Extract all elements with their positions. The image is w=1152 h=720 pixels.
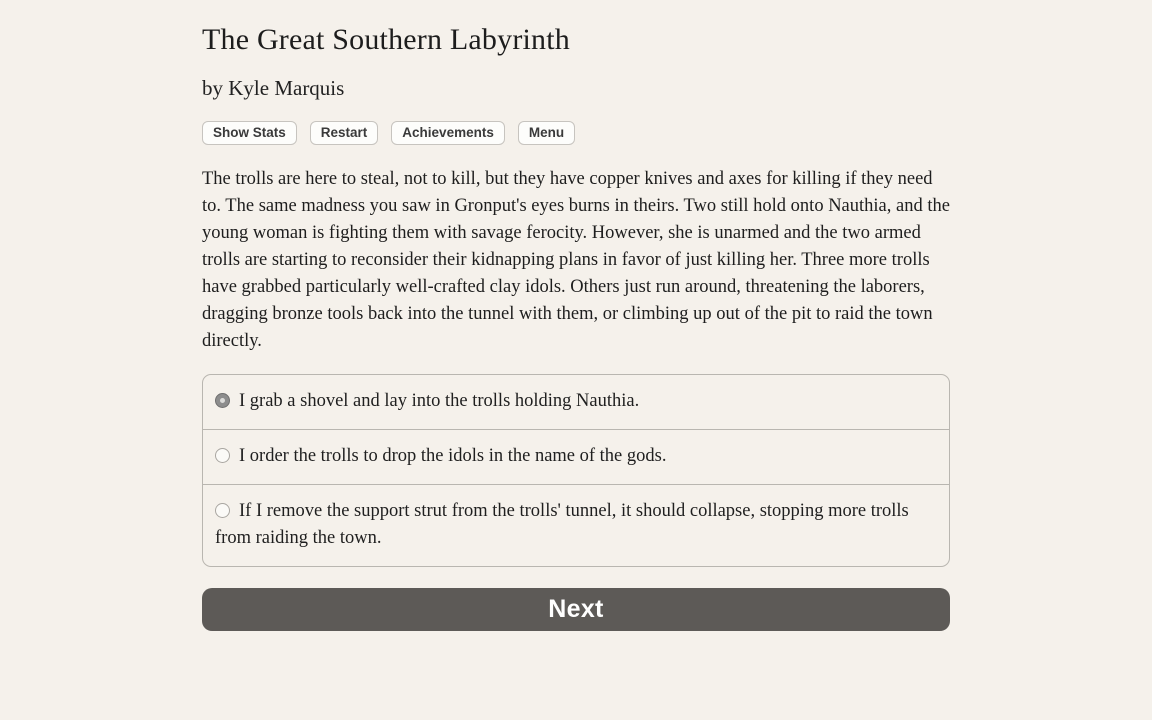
show-stats-button[interactable]: Show Stats	[202, 121, 297, 145]
choice-option-label: If I remove the support strut from the trolls' tunnel, it should collapse, stopping more trolls from raiding the town.	[215, 501, 909, 548]
choice-option[interactable]	[203, 375, 949, 429]
radio-button[interactable]	[215, 503, 230, 518]
page-title: The Great Southern Labyrinth	[202, 23, 570, 56]
story-paragraph: The trolls are here to steal, not to kill, but they have copper knives and axes for killing if they need to. The same madness you saw in Gronput's eyes burns in theirs. Two still hold onto Nauthia, and the young woman is fighting them with savage ferocity. However, she is unarmed and the two armed trolls are starting to reconsider their kidnapping plans in favor of just killing her. Three more trolls have grabbed particularly well-crafted clay idols. Others just run around, threatening the laborers, dragging bronze tools back into the tunnel with them, or climbing up out of the pit to raid the town directly.	[202, 169, 950, 351]
choice-option-label: I order the trolls to drop the idols in the name of the gods.	[239, 446, 667, 466]
game-page	[202, 0, 950, 631]
radio-button[interactable]	[215, 448, 230, 463]
radio-button[interactable]	[215, 393, 230, 408]
achievements-button[interactable]: Achievements	[391, 121, 505, 145]
menu-button[interactable]: Menu	[518, 121, 575, 145]
toolbar	[202, 121, 950, 145]
choice-option[interactable]	[203, 429, 949, 484]
next-button[interactable]: Next	[202, 588, 950, 631]
restart-button[interactable]: Restart	[310, 121, 379, 145]
author-byline: by Kyle Marquis	[202, 76, 345, 100]
choice-option-label: I grab a shovel and lay into the trolls holding Nauthia.	[239, 391, 640, 411]
choice-option[interactable]	[203, 484, 949, 566]
choice-group	[202, 374, 950, 567]
